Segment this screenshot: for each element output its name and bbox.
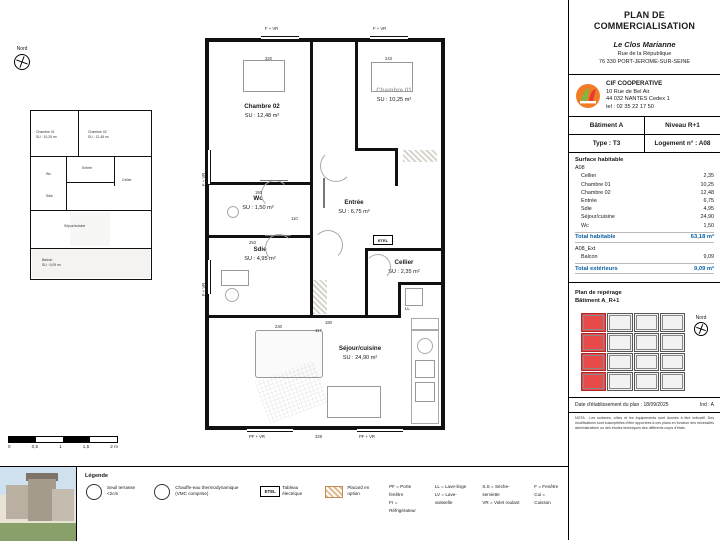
door-leaf bbox=[323, 178, 325, 208]
room-name: Entrée bbox=[344, 199, 364, 206]
cif-logo-svg bbox=[575, 83, 601, 109]
context-plan bbox=[30, 110, 152, 280]
context-label: Entrée bbox=[82, 166, 92, 170]
locator-plan bbox=[575, 309, 714, 395]
opening-label-top-left: F + VR bbox=[265, 26, 279, 31]
surface-table bbox=[569, 153, 720, 276]
surface-room-value: 12,48 bbox=[700, 189, 714, 196]
surface-lot-code: A08 bbox=[575, 165, 585, 172]
locator-unit-grid bbox=[581, 313, 685, 391]
exterior-wall-top bbox=[205, 38, 445, 42]
company-name: CIF COOPERATIVE bbox=[606, 80, 663, 87]
company-address-line2: 44 032 NANTES Cedex 1 bbox=[606, 96, 670, 103]
legend-abbrev: LL = Lave-linge bbox=[434, 484, 467, 489]
company-text bbox=[606, 80, 670, 111]
sheet-title-line2: COMMERCIALISATION bbox=[593, 21, 696, 31]
context-label: Wc bbox=[46, 172, 51, 176]
context-label: Sdie bbox=[46, 194, 53, 198]
basin-fixture bbox=[225, 288, 239, 302]
legend-title: Légende bbox=[85, 473, 109, 479]
placard-option-hatch bbox=[313, 280, 327, 314]
scale-tick: 0 bbox=[8, 444, 11, 449]
legend-abbrev: F = Fenêtre bbox=[534, 484, 559, 489]
legend-item-seuil bbox=[85, 483, 141, 499]
dimension-label: 253 bbox=[249, 240, 256, 245]
dining-table bbox=[327, 386, 381, 418]
legend-abbrev-col-1 bbox=[389, 483, 423, 515]
room-area: SU : 4,95 m² bbox=[244, 256, 276, 262]
footer-date-row bbox=[569, 398, 720, 412]
program-address bbox=[569, 51, 720, 66]
opening-label-bottom-left: PF + VR bbox=[249, 434, 265, 439]
context-label: SU : 12,48 m² bbox=[88, 135, 109, 139]
window-symbol bbox=[370, 36, 408, 40]
surface-row bbox=[575, 213, 714, 221]
legend-abbrev: Fr = Réfrigérateur bbox=[389, 500, 416, 513]
opening-label-left-lower: F + VR bbox=[201, 282, 206, 296]
legend-abbrev-col-2 bbox=[435, 483, 471, 507]
surface-room-name: Sdie bbox=[581, 206, 592, 213]
surface-room-name: Séjour/cuisine bbox=[581, 214, 615, 221]
context-living-fill bbox=[70, 212, 110, 246]
surface-room-value: 1,50 bbox=[703, 222, 714, 229]
context-north-indicator bbox=[14, 46, 30, 70]
locator-unit bbox=[634, 313, 659, 332]
surface-room-name: Cellier bbox=[581, 173, 597, 180]
interior-wall bbox=[209, 182, 313, 185]
chauffe-eau-icon bbox=[153, 483, 171, 499]
interior-wall bbox=[209, 315, 399, 318]
locator-unit-highlighted bbox=[581, 333, 606, 352]
locator-unit bbox=[607, 313, 632, 332]
room-label-chambre-02 bbox=[223, 102, 301, 121]
placard-icon bbox=[325, 483, 343, 499]
project-illustration bbox=[0, 467, 77, 541]
surface-row bbox=[575, 172, 714, 180]
surface-room-name: Chambre 02 bbox=[581, 189, 611, 196]
context-label: SU : 9,09 m² bbox=[42, 263, 62, 267]
title-block-panel bbox=[568, 0, 720, 540]
illustration-building bbox=[52, 489, 74, 521]
dimension-label: 110 bbox=[291, 216, 298, 221]
exterior-wall-bottom bbox=[205, 426, 445, 430]
locator-unit-highlighted bbox=[581, 372, 606, 391]
context-label: Balcon bbox=[42, 258, 53, 262]
context-wall bbox=[30, 210, 152, 211]
locator-unit bbox=[634, 353, 659, 372]
kitchen-upper-unit bbox=[411, 318, 439, 330]
identification-row-1 bbox=[569, 117, 720, 134]
locator-unit-highlighted bbox=[581, 313, 606, 332]
surface-room-name: Chambre 01 bbox=[581, 181, 611, 188]
chauffe-eau-icon-shape bbox=[154, 484, 170, 500]
washing-machine bbox=[405, 288, 423, 306]
scale-bar-graphic bbox=[8, 436, 118, 443]
legend-abbrev: LV = Lave-vaisselle bbox=[434, 492, 457, 505]
room-area: SU : 2,35 m² bbox=[388, 269, 420, 275]
legend-item-label: Seuil terrasse <2cm bbox=[107, 485, 136, 496]
room-area: SU : 10,25 m² bbox=[376, 97, 412, 103]
etel-icon: ETEL bbox=[373, 235, 393, 245]
legend-abbrev: S.S = Sèche-serviette bbox=[482, 484, 510, 497]
context-wall bbox=[66, 182, 114, 183]
scale-bar-labels bbox=[8, 444, 118, 449]
program-name: Le Clos Marianne bbox=[613, 40, 676, 49]
dimension-label: 150 bbox=[255, 190, 262, 195]
exterior-wall-right bbox=[441, 38, 445, 430]
legend-abbrev-col-4 bbox=[534, 483, 560, 507]
sheet-title bbox=[569, 0, 720, 34]
bed-furniture bbox=[371, 62, 413, 92]
dimension-label: 329 bbox=[315, 434, 322, 439]
legend-abbrev: VR = Volet roulant bbox=[482, 500, 520, 505]
opening-label-left-upper: F + VR bbox=[201, 172, 206, 186]
company-address-line1: 10 Rue de Bel Air bbox=[606, 88, 650, 95]
scale-tick: 1 bbox=[59, 444, 62, 449]
illustration-building bbox=[6, 485, 30, 519]
level-label: Niveau R+1 bbox=[665, 122, 700, 130]
context-wall bbox=[114, 156, 115, 186]
door-swing bbox=[261, 180, 289, 208]
interior-wall bbox=[398, 282, 441, 285]
total-habitable-label: Total habitable bbox=[575, 234, 616, 241]
lot-label: Logement n° : A08 bbox=[654, 140, 711, 148]
locator-unit bbox=[634, 372, 659, 391]
refrigerator bbox=[415, 382, 435, 402]
locator-unit bbox=[634, 333, 659, 352]
main-floor-plan bbox=[201, 26, 445, 440]
plan-date: Date d'établissement du plan : 18/09/2025 bbox=[575, 402, 669, 408]
total-exterieurs-value: 9,09 m² bbox=[694, 265, 714, 272]
scale-tick: 0,5 bbox=[31, 444, 39, 449]
room-name: Chambre 02 bbox=[244, 103, 280, 110]
legend-item-etel bbox=[260, 483, 313, 499]
context-label: Chambre 01 bbox=[36, 130, 55, 134]
exterior-wall-left bbox=[205, 38, 209, 430]
surface-room-name: Entrée bbox=[581, 197, 597, 204]
legend-body bbox=[77, 467, 568, 540]
interior-wall bbox=[395, 148, 398, 186]
context-label: Chambre 02 bbox=[88, 130, 107, 134]
surface-ext-row bbox=[575, 253, 714, 261]
interior-wall bbox=[209, 235, 313, 238]
context-north-label: Nord bbox=[16, 46, 28, 52]
legend-item-chauffe-eau bbox=[153, 483, 248, 499]
room-label-entree bbox=[317, 198, 391, 217]
surface-ext-value: 9,09 bbox=[703, 253, 714, 260]
locator-unit bbox=[660, 313, 685, 332]
scale-bar bbox=[8, 436, 118, 449]
room-area: SU : 6,75 m² bbox=[338, 209, 370, 215]
seuil-terrasse-icon bbox=[85, 483, 103, 499]
door-leaf bbox=[265, 235, 291, 236]
door-swing bbox=[265, 234, 293, 262]
locator-unit bbox=[660, 372, 685, 391]
locator-unit bbox=[660, 333, 685, 352]
locator-title-line2: Bâtiment A_R+1 bbox=[575, 298, 620, 304]
dimension-label: 180 bbox=[325, 320, 332, 325]
total-exterieurs-label: Total extérieurs bbox=[575, 265, 618, 272]
surface-room-value: 24,90 bbox=[700, 214, 714, 221]
company-block bbox=[569, 75, 720, 116]
etel-icon bbox=[260, 483, 278, 499]
compass-icon bbox=[694, 322, 708, 336]
cif-cooperative-logo bbox=[575, 83, 601, 109]
locator-title-line1: Plan de repérage bbox=[575, 290, 622, 296]
company-phone: tel : 02 35 22 17 50 bbox=[606, 103, 654, 110]
legend-item-label: Chauffe-eau thermodynamique (VMC comprise) bbox=[175, 485, 239, 496]
legend-item-placard bbox=[325, 483, 377, 499]
program-address-line2: 76 330 PORT-JEROME-SUR-SEINE bbox=[598, 58, 691, 65]
french-door-symbol bbox=[357, 428, 403, 432]
surface-room-name: Wc bbox=[581, 222, 589, 229]
interior-wall bbox=[355, 148, 395, 151]
locator-plan-block bbox=[569, 283, 720, 397]
legend-abbrev: PF = Porte fenêtre bbox=[389, 484, 412, 497]
dimension-label: 243 bbox=[385, 56, 392, 61]
type-label: Type : T3 bbox=[569, 135, 645, 152]
room-area: SU : 24,90 m² bbox=[342, 355, 378, 361]
interior-wall bbox=[398, 282, 401, 318]
legend-item-label: Tableau électrique bbox=[282, 485, 303, 496]
context-label: Séjour/cuisine bbox=[64, 224, 86, 228]
interior-wall bbox=[365, 248, 441, 251]
surface-row bbox=[575, 189, 714, 197]
room-area: SU : 1,50 m² bbox=[242, 205, 274, 211]
locator-unit bbox=[607, 333, 632, 352]
context-label: SU : 10,25 m² bbox=[36, 135, 57, 139]
scale-tick: 1,5 bbox=[82, 444, 90, 449]
surface-row bbox=[575, 181, 714, 189]
surface-room-value: 2,35 bbox=[703, 173, 714, 180]
sheet-title-line1: PLAN DE bbox=[624, 10, 665, 20]
bed-furniture bbox=[243, 60, 285, 92]
total-habitable-value: 63,18 m² bbox=[690, 234, 714, 241]
window-symbol bbox=[207, 260, 211, 294]
room-name: Cellier bbox=[394, 259, 414, 266]
room-name: Séjour/cuisine bbox=[338, 345, 382, 352]
surface-table-title: Surface habitable bbox=[575, 157, 624, 164]
context-wall bbox=[78, 110, 79, 156]
door-swing bbox=[313, 230, 343, 260]
total-habitable-row bbox=[575, 232, 714, 243]
legend-strip bbox=[0, 466, 568, 540]
window-symbol bbox=[261, 36, 299, 40]
etel-icon-box: ETEL bbox=[260, 486, 280, 497]
nota-text: NOTA : Les surfaces, côtes et les équipements sont donnés à titre indicatif. Des modifications sont susceptibles d'être apportées à ces plans en fonction des nécessités administratives ou des études techniques des différents corps d'états. bbox=[575, 416, 714, 430]
plan-index: Ind : A bbox=[699, 402, 714, 408]
context-label: Cellier bbox=[122, 178, 132, 182]
total-exterieurs-row bbox=[575, 263, 714, 274]
locator-unit bbox=[607, 372, 632, 391]
building-label: Bâtiment A bbox=[569, 117, 645, 134]
surface-room-value: 10,25 bbox=[700, 181, 714, 188]
room-name: Wc bbox=[253, 195, 263, 202]
locator-unit-highlighted bbox=[581, 353, 606, 372]
sink-fixture bbox=[417, 338, 433, 354]
room-name: Sdie bbox=[253, 246, 267, 253]
locator-north-indicator bbox=[694, 315, 708, 336]
surface-row bbox=[575, 205, 714, 213]
opening-label-top-right: F + VR bbox=[373, 26, 387, 31]
dimension-label: 117 bbox=[315, 328, 322, 333]
legend-abbrev: Cui = Cuisson bbox=[534, 492, 551, 505]
surface-row bbox=[575, 222, 714, 230]
illustration-ground bbox=[0, 523, 76, 541]
cooking-appliance bbox=[415, 360, 435, 378]
opening-label-bottom-right: PF + VR bbox=[359, 434, 375, 439]
scale-tick: 2 m bbox=[110, 444, 118, 449]
room-area: SU : 12,48 m² bbox=[244, 113, 280, 119]
placard-icon-hatch bbox=[325, 486, 343, 498]
surface-row bbox=[575, 197, 714, 205]
dimension-label: 230 bbox=[275, 324, 282, 329]
program-address-line1: Rue de la République bbox=[617, 51, 672, 57]
window-symbol bbox=[207, 150, 211, 184]
surface-ext-code: A08_Ext bbox=[575, 245, 596, 252]
locator-unit bbox=[660, 353, 685, 372]
door-swing bbox=[365, 254, 391, 280]
legend-items bbox=[85, 483, 560, 515]
surface-room-value: 6,75 bbox=[703, 197, 714, 204]
compass-icon bbox=[14, 54, 30, 70]
shower-fixture bbox=[221, 270, 249, 286]
locator-unit bbox=[607, 353, 632, 372]
identification-row-2 bbox=[569, 135, 720, 152]
wc-fixture bbox=[227, 206, 239, 218]
context-wall bbox=[30, 156, 152, 157]
interior-wall bbox=[310, 42, 313, 185]
legend-item-label: Placard en option bbox=[347, 485, 370, 496]
surface-room-value: 4,95 bbox=[703, 206, 714, 213]
locator-north-label: Nord bbox=[695, 315, 707, 321]
seuil-icon-shape bbox=[86, 484, 102, 500]
door-leaf bbox=[260, 180, 288, 181]
legend-abbrev-col-3 bbox=[482, 483, 522, 507]
dimension-label: 320 bbox=[265, 56, 272, 61]
placard-option-hatch bbox=[403, 150, 437, 162]
french-door-symbol bbox=[247, 428, 293, 432]
ll-label: LL bbox=[405, 306, 410, 311]
room-label-sejour-cuisine bbox=[317, 344, 403, 363]
surface-ext-name: Balcon bbox=[581, 253, 598, 260]
